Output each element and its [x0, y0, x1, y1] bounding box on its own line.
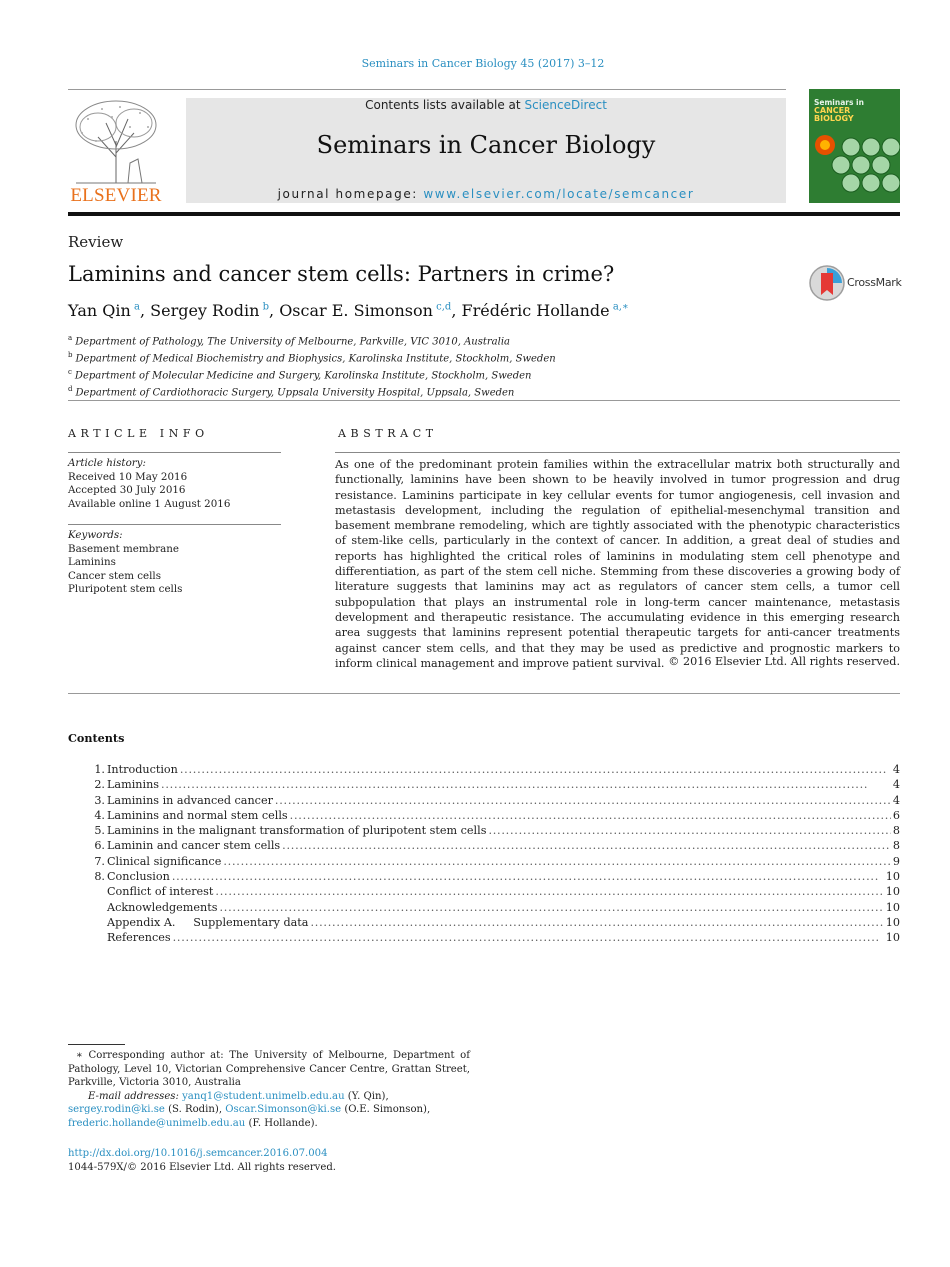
homepage-label: journal homepage: [277, 187, 418, 201]
affiliation-mark: d [68, 384, 73, 393]
article-history [68, 457, 230, 511]
toc-leader-dots [275, 793, 891, 808]
cover-title-line2: CANCER [814, 106, 851, 115]
author-affiliation-mark[interactable]: a,∗ [612, 301, 629, 313]
toc-leader-dots [282, 838, 891, 853]
toc-page-number[interactable]: 10 [885, 931, 900, 945]
corresponding-mark: ∗ [76, 1050, 83, 1061]
journal-name: Seminars in Cancer Biology [316, 131, 656, 159]
doi-link[interactable]: http://dx.doi.org/10.1016/j.semcancer.2016.07.004 [68, 1148, 328, 1159]
toc-row[interactable] [68, 808, 900, 823]
running-head[interactable]: Seminars in Cancer Biology 45 (2017) 3–12 [361, 57, 605, 70]
keyword-item: Basement membrane [68, 542, 179, 555]
issn-line: 1044-579X/© 2016 Elsevier Ltd. All rights reserved. [68, 1161, 337, 1173]
toc-label[interactable]: Laminins in the malignant transformation of pluripotent stem cells [107, 824, 487, 838]
affiliation-text: Department of Molecular Medicine and Surgery, Karolinska Institute, Stockholm, Sweden [74, 370, 532, 382]
toc-leader-dots [215, 884, 883, 899]
toc-label[interactable]: Acknowledgements [107, 900, 218, 914]
toc-row[interactable] [68, 762, 900, 777]
toc-number: 5. [94, 824, 105, 838]
toc-label[interactable]: References [107, 931, 171, 945]
toc-label[interactable]: Introduction [107, 763, 178, 776]
toc-number: 1. [94, 763, 105, 776]
toc-label[interactable]: Laminins and normal stem cells [107, 808, 288, 822]
footnote-rule [68, 1044, 125, 1045]
toc-number: 2. [94, 778, 105, 792]
article-type: Review [68, 233, 124, 251]
article-title: Laminins and cancer stem cells: Partners in crime? [68, 262, 615, 286]
toc-leader-dots [223, 854, 891, 869]
email-owner: (O.E. Simonson), [341, 1104, 431, 1116]
journal-homepage-line [186, 187, 786, 201]
abstract-text: As one of the predominant protein families within the extracellular matrix both structurally and functionally, laminins have been shown to be heavily involved in tumor progression and drug resistance. Laminins participate in key cellular events for tumor angiogenesis, cell invasion and metastasis development, including the regulation of epithelial-mesenchymal transition and basement membrane remodeling, which are tightly associated with the phenotypic characteristics of stem-like cells, particularly in the context of cancer. In addition, a great deal of studies and reports has highlighted the critical roles of laminins in modulating stem cell phenotype and differentiation, as part of the stem cell niche. Stemming from these discoveries a growing body of literature suggests that laminins may act as regulators of cancer stem cells, a tumor cell subpopulation that plays an instrumental role in long-term cancer maintenance, metastasis development and therapeutic resistance. The accumulating evidence in this emerging research area suggests that laminins represent potential therapeutic targets for anti-cancer treatments against cancer stem cells, and that they may be used as predictive and prognostic markers to inform clinical management and improve patient survival. [335, 458, 900, 670]
header-divider [68, 400, 900, 401]
elsevier-tree-icon [68, 97, 164, 185]
history-item: Received 10 May 2016 [68, 470, 188, 483]
corresponding-author-footnote [68, 1049, 470, 1131]
toc-label[interactable]: Clinical significance [107, 854, 222, 868]
toc-page-number[interactable]: 4 [892, 778, 900, 792]
toc-row[interactable] [68, 900, 900, 915]
affiliation-mark: a [68, 334, 73, 342]
toc-page-number[interactable]: 8 [892, 824, 900, 838]
author-list: Yan Qin $^a$, Sergey Rodin $^b$, Oscar E. Simonson $^{c,d}$, Frédéric Hollande $^{a,∗}$ [68, 301, 629, 320]
author-affiliation-mark[interactable]: b [262, 301, 270, 313]
journal-banner [186, 98, 786, 203]
article-info-rule [68, 452, 281, 453]
email-link[interactable]: Oscar.Simonson@ki.se [225, 1104, 342, 1116]
toc-page-number[interactable]: 6 [892, 808, 900, 822]
journal-cover-thumbnail[interactable] [809, 89, 900, 203]
toc-leader-dots [161, 777, 891, 792]
toc-label[interactable]: Conclusion [107, 870, 170, 884]
toc-label[interactable]: Laminins [107, 778, 160, 792]
toc-page-number[interactable]: 8 [892, 839, 900, 853]
keyword-item: Laminins [68, 556, 116, 569]
keywords-rule [68, 524, 281, 525]
toc-row[interactable] [68, 930, 900, 945]
elsevier-logo[interactable] [68, 97, 164, 205]
toc-row[interactable] [68, 915, 900, 930]
toc-page-number[interactable]: 10 [885, 915, 900, 929]
toc-page-number[interactable]: 4 [892, 793, 900, 807]
toc-leader-dots [180, 762, 891, 777]
article-history-label: Article history: [68, 457, 146, 469]
author-affiliation-mark[interactable]: c,d [436, 301, 452, 313]
toc-leader-dots [290, 808, 891, 823]
abstract-heading: ABSTRACT [338, 427, 438, 440]
crossmark-label: CrossMark [847, 276, 902, 289]
cover-title-line1: Seminars in [814, 98, 864, 107]
toc-row[interactable] [68, 854, 900, 869]
email-owner: (F. Hollande). [245, 1117, 318, 1129]
author-name[interactable]: Yan Qin [68, 301, 131, 320]
toc-label[interactable]: Laminins in advanced cancer [107, 793, 273, 807]
cover-title-line3: BIOLOGY [814, 114, 854, 123]
toc-row[interactable] [68, 884, 900, 899]
author-name[interactable]: Sergey Rodin [150, 301, 260, 320]
corresponding-note [68, 1049, 470, 1090]
affiliation-item [68, 383, 556, 400]
corresponding-text: Corresponding author at: The University of Melbourne, Department of Pathology, Level 10, Victorian Comprehensive Cancer Centre, Grattan Street, Parkville, Victoria 3010, Australia [68, 1050, 470, 1089]
contents-available-text: Contents lists available at [365, 98, 521, 112]
toc-leader-dots [172, 869, 884, 884]
doi-block [68, 1147, 336, 1174]
toc-leader-dots [488, 823, 890, 838]
table-of-contents [68, 762, 900, 946]
article-info-heading: ARTICLE INFO [68, 427, 209, 440]
toc-page-number[interactable]: 10 [885, 870, 900, 884]
toc-row[interactable] [68, 838, 900, 853]
email-link[interactable]: sergey.rodin@ki.se [68, 1104, 165, 1116]
email-link[interactable]: yanq1@student.unimelb.edu.au [182, 1090, 345, 1102]
history-item: Accepted 30 July 2016 [68, 484, 186, 497]
cover-cells-icon [809, 89, 900, 203]
contents-available-line [186, 98, 786, 112]
toc-row[interactable] [68, 823, 900, 838]
toc-row[interactable] [68, 793, 900, 808]
sciencedirect-link[interactable]: ScienceDirect [524, 98, 607, 112]
toc-row[interactable] [68, 777, 900, 792]
toc-page-number[interactable]: 10 [885, 885, 900, 899]
toc-row[interactable] [68, 869, 900, 884]
toc-number: 6. [94, 839, 105, 853]
toc-number: 3. [94, 793, 105, 807]
affiliation-list [68, 332, 556, 400]
masthead-bottom-rule [68, 212, 900, 216]
toc-number: 4. [94, 808, 105, 822]
elsevier-wordmark: ELSEVIER [70, 185, 162, 206]
email-owner: (Y. Qin), [344, 1090, 389, 1102]
keywords-label: Keywords: [68, 529, 123, 541]
toc-page-number[interactable]: 10 [885, 900, 900, 914]
toc-label[interactable]: Appendix A. Supplementary data [107, 915, 309, 929]
affiliation-mark: b [68, 350, 73, 359]
affiliation-text: Department of Pathology, The University of Melbourne, Parkville, VIC 3010, Australia [75, 336, 510, 348]
email-link[interactable]: frederic.hollande@unimelb.edu.au [68, 1117, 246, 1129]
email-label: E-mail addresses: [88, 1090, 179, 1102]
crossmark-badge[interactable] [808, 264, 903, 302]
toc-leader-dots [173, 930, 884, 945]
toc-page-number[interactable]: 4 [892, 763, 900, 776]
author-name[interactable]: Frédéric Hollande [461, 301, 610, 320]
affiliation-item [68, 366, 556, 383]
toc-leader-dots [310, 915, 883, 930]
abstract-copyright: © 2016 Elsevier Ltd. All rights reserved. [668, 655, 900, 668]
author-affiliation-mark[interactable]: a [134, 301, 140, 313]
toc-number: 7. [94, 854, 105, 868]
author-name[interactable]: Oscar E. Simonson [279, 301, 433, 320]
affiliation-text: Department of Cardiothoracic Surgery, Uppsala University Hospital, Uppsala, Sweden [75, 387, 515, 399]
homepage-link[interactable]: www.elsevier.com/locate/semcancer [423, 187, 695, 201]
abstract-rule [335, 452, 900, 453]
toc-label[interactable]: Conflict of interest [107, 885, 214, 899]
keywords-block [68, 529, 182, 597]
toc-label[interactable]: Laminin and cancer stem cells [107, 839, 281, 853]
masthead-top-rule [68, 89, 786, 90]
affiliation-text: Department of Medical Biochemistry and Biophysics, Karolinska Institute, Stockholm, Sweden [75, 353, 556, 365]
toc-number: 8. [94, 870, 105, 884]
affiliation-item [68, 332, 556, 349]
toc-leader-dots [219, 900, 883, 915]
keyword-item: Cancer stem cells [68, 569, 161, 582]
affiliation-item [68, 349, 556, 366]
keyword-item: Pluripotent stem cells [68, 583, 183, 596]
email-owner: (S. Rodin), [164, 1104, 223, 1116]
abstract-divider [68, 693, 900, 694]
contents-heading: Contents [68, 731, 125, 745]
affiliation-mark: c [68, 367, 72, 376]
crossmark-icon [808, 264, 846, 302]
history-item: Available online 1 August 2016 [68, 497, 231, 510]
toc-page-number[interactable]: 9 [892, 854, 900, 868]
email-addresses [68, 1090, 470, 1131]
